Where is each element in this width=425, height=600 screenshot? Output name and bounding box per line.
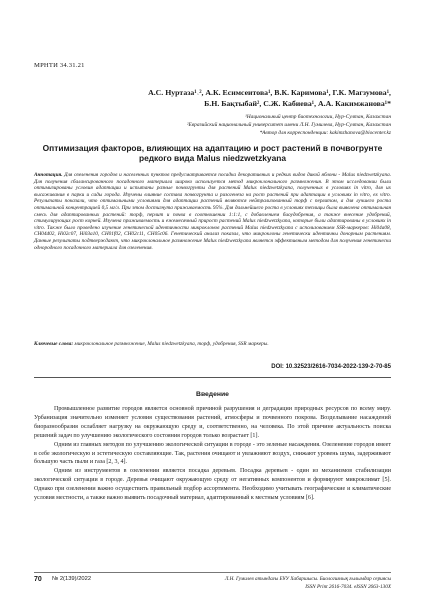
section-divider [34, 377, 391, 378]
doi-link[interactable]: DOI: 10.32523/2616-7034-2022-139-2-70-85 [271, 364, 391, 370]
issue-number: № 2(139)/2022 [52, 576, 92, 582]
intro-paragraph: Одним из инструментов в озеленении является посадка деревьев. Посадка деревьев - один из механизмов стабилизации экологической ситуации в городе. Деревья очищают окружающую среду от негативных компонентов и формируют микроклимат [5]. Однако при озеленении важно осуществить правильный подбор ассортимента. Необходимо учитывать географические и климатические условия местности, а также важно выявить посадочный материал, адаптированный к местным условиям [6]. [34, 468, 391, 502]
abstract [34, 172, 391, 251]
affiliation-1: ¹Национальный центр биотехнологии, Нур-Султан, Казахстан [245, 114, 391, 120]
page-number: 70 [34, 576, 42, 583]
intro-heading: Введение [196, 391, 229, 398]
corresponding-author: *Автор для корреспонденции: kakimzhanova@biocenter.kz [259, 130, 391, 136]
affiliation-2: ²Евразийский национальный университет имени Л.Н. Гумилева, Нур-Султан, Казахстан [186, 122, 391, 128]
mrnti-code: МРНТИ 34.31.21 [34, 62, 85, 69]
abstract-label: Аннотация. [34, 172, 63, 178]
intro-paragraph: Одним из главных методов по улучшению экологической ситуации в городе - это зеленые насаждения. Озеленение городов имеет в себе экологическую и эстетическую составляющие. Так, растения очищают и увлажняют воздух, снижают уровень шума, задерживают большую часть пыли и газа [2, 3, 4]. [34, 441, 391, 466]
abstract-text: Для озеленения городов и населенных пунктов предусматривается посадка декоративных и редких видов дикой яблони - Malus niedzwetzkyana. Для получения сбалансированного посадочного материала широко используется метод микроклонального размножения. В этом исследовании были оптимизированы условия адаптации и испытаны разные почвогрунты для растений Malus niedzwetzkyana, полученных в условиях in vitro, для их высаживания в парки и сады города. Изучены влияние состава почвогрунта и ризогенеза на рост растений при адаптации в условиях in vitro, ex vitro. Результаты показали, что оптимальными условиями для адаптации растений являются нейтрализованный торф с перлитом, а для лучшего роста оптимальной концентрацией 0,5 мг/л. При этом достигнута приживаемость 95%. Для дальнейшего роста в условиях теплицы была выявлена оптимальная смесь для адаптированных растений: торф, перлит и почва в соотношении 1:1:1, с добавлением биоудобрения, а также внесение удобрений, стимулирующих рост корней. Изучена приживаемость и ежемесячный прирост растений Malus niedzwetzkyana, которые были адаптированы в условиях in vitro. Также было проведено изучение генетической идентичности микроклонов растений Malus niedzwetzkyana с использованием SSR-маркеров: Hi04a08, CH04d02, Hi02c07, Hi03a10, CH01f02, CH02c11, CH05c06. Генетический анализ показал, что микроклоны генетически идентичны донорным растениям. Данные результаты подтверждают, что микроклональное размножение Malus niedzwetzkyana является эффективным методом для получения генетически однородного посадочного материала для озеленения. [34, 172, 392, 251]
article-title: Оптимизация факторов, влияющих на адаптацию и рост растений в почвогрунте редкого вида Malus niedzwetzkyana [42, 143, 383, 164]
authors-line-1: А.С. Нуртаза¹˒², А.К. Есимсеитова¹, В.К. Каримова¹, Г.К. Магзумова¹, [148, 88, 391, 97]
keywords-label: Ключевые слова: [34, 341, 74, 347]
journal-issn: ISSN Print 2616-7034. eISSN 2663-130X [305, 584, 391, 590]
intro-paragraph: Промышленное развитие городов является основной причиной разрушения и деградации природных ресурсов по всему миру. Урбанизация значительно изменяет условия существования растений, атмосферы и почвенного покрова. Возделывание насаждений биоразнообразия ослабляет нагрузку на окружающую среду и, соответственно, на человека. По этой причине актуальность поиска решений задач по улучшению экологического состояния городов только возрастает [1]. [34, 406, 391, 439]
keywords-text: микроклональное размножение, Malus niedzwetzkyana, торф, удобрения, SSR маркеры. [74, 341, 269, 347]
authors-line-2: Б.Н. Бақтыбай², С.Ж. Кабиева¹, А.А. Какимжанова¹* [204, 99, 391, 108]
keywords [34, 341, 391, 348]
intro-body [34, 405, 391, 503]
journal-name: Л.Н. Гумилев атындағы ЕҰУ Хабаршысы. Биологиялық ғылымдар сериясы [224, 576, 391, 582]
